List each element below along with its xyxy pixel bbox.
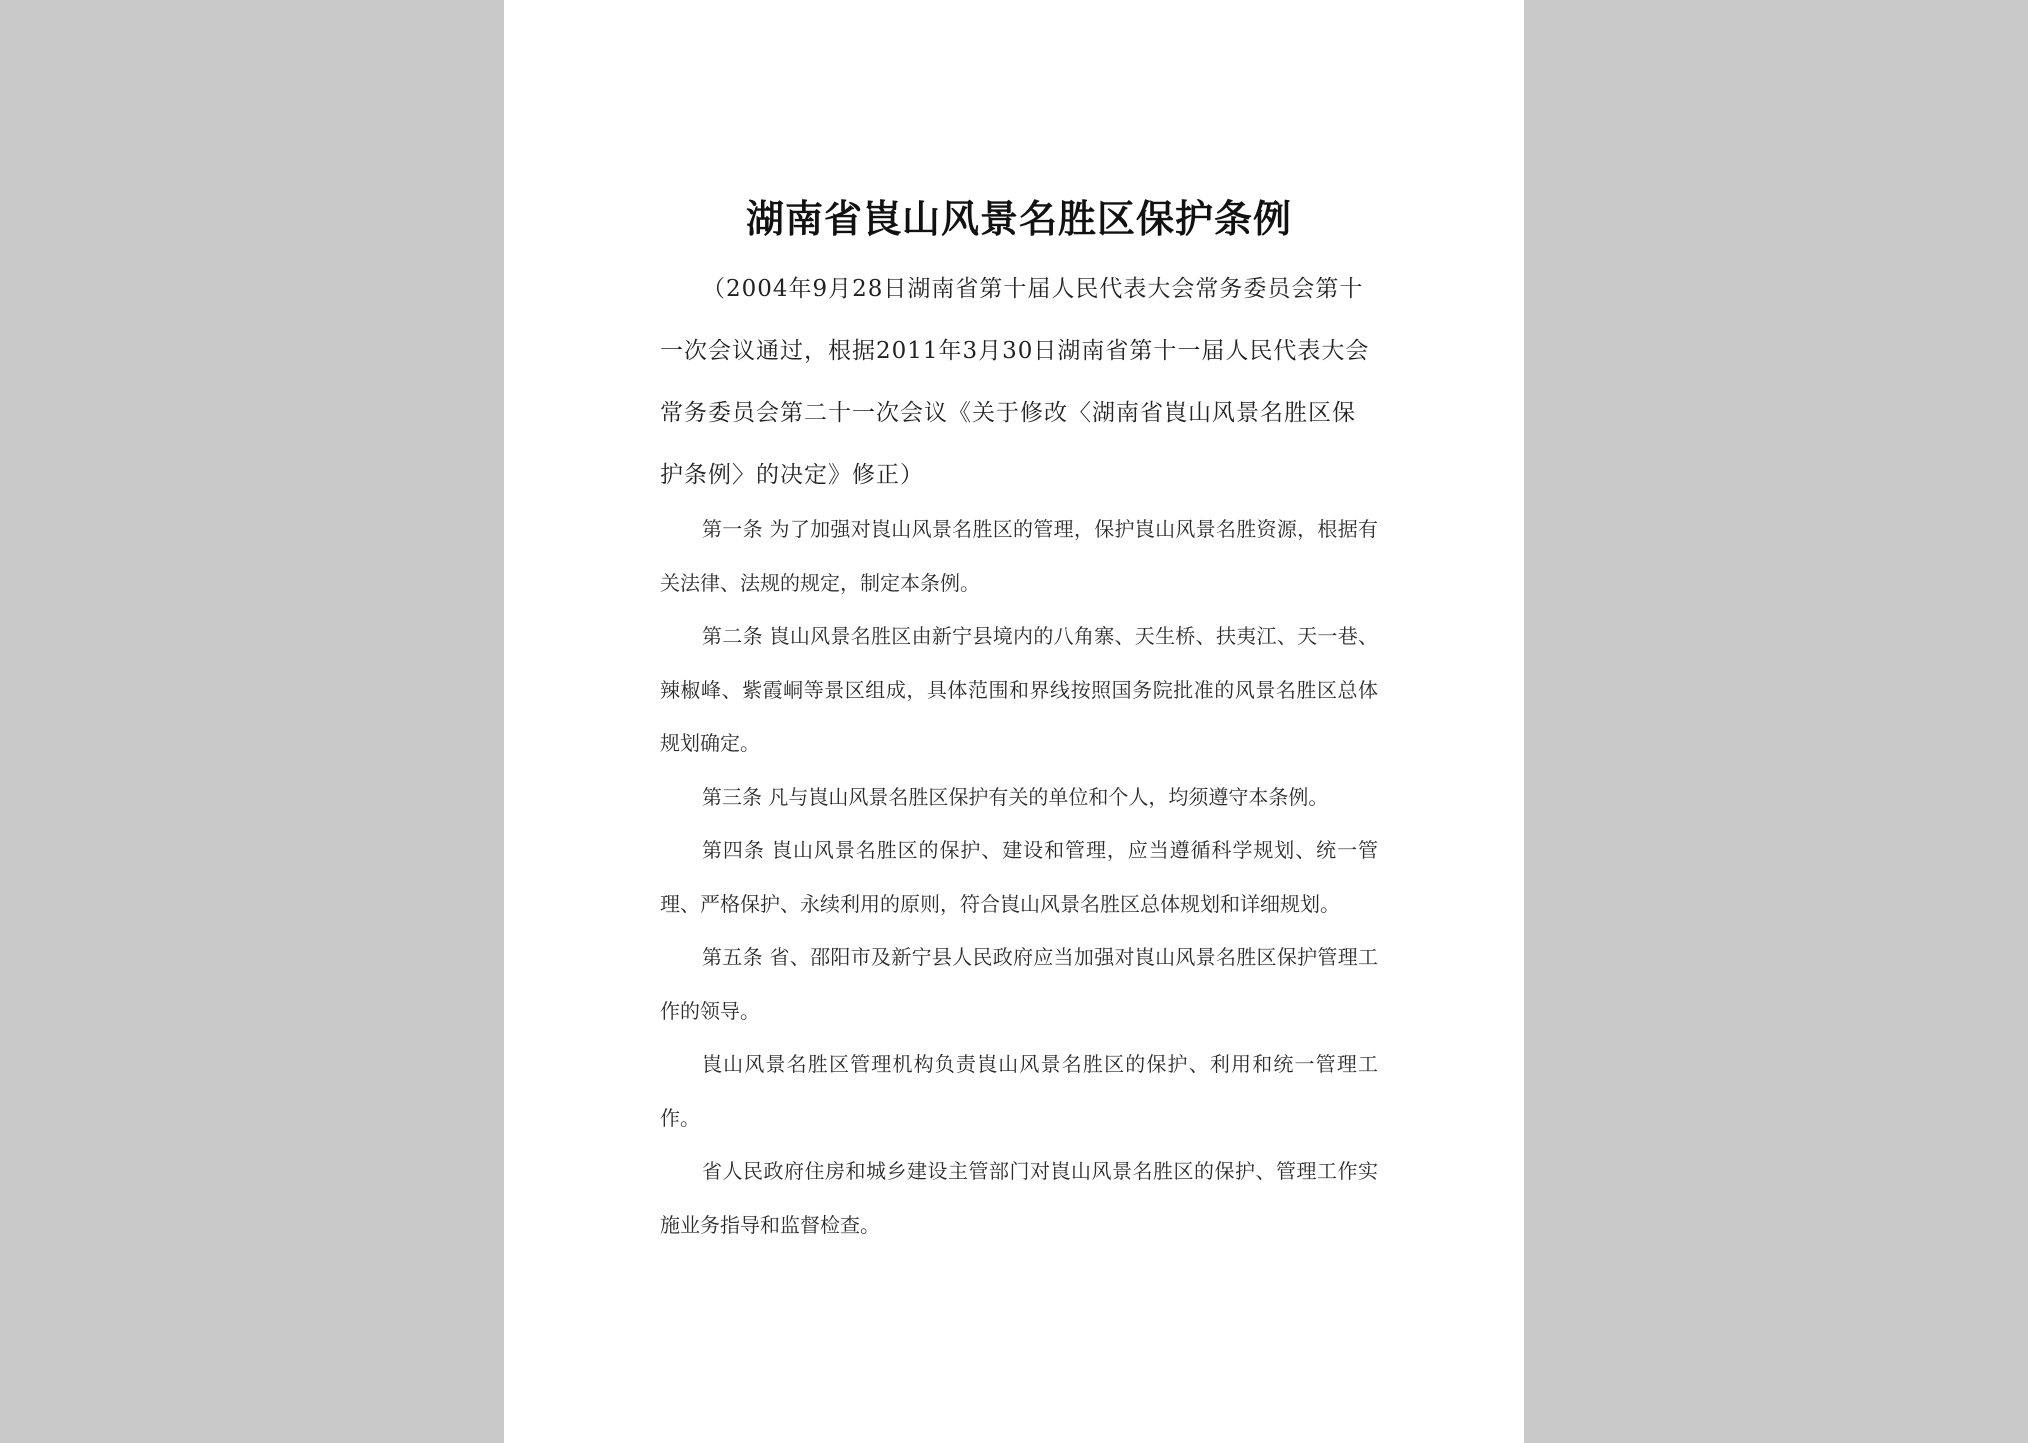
articles-body (660, 503, 1378, 1252)
article-2: 第二条 崀山风景名胜区由新宁县境内的八角寨、天生桥、扶夷江、天一巷、辣椒峰、紫霞峒等景区组成，具体范围和界线按照国务院批准的风景名胜区总体规划确定。 (660, 624, 1378, 755)
article-3: 第三条 凡与崀山风景名胜区保护有关的单位和个人，均须遵守本条例。 (702, 784, 1329, 809)
article-4: 第四条 崀山风景名胜区的保护、建设和管理，应当遵循科学规划、统一管理、严格保护、永续利用的原则，符合崀山风景名胜区总体规划和详细规划。 (660, 838, 1378, 916)
enactment-note: （2004年9月28日湖南省第十届人民代表大会常务委员会第十一次会议通过，根据2011年3月30日湖南省第十一届人民代表大会常务委员会第二十一次会议《关于修改〈湖南省崀山风景名胜区保护条例〉的决定》修正） (660, 276, 1370, 488)
article-5: 第五条 省、邵阳市及新宁县人民政府应当加强对崀山风景名胜区保护管理工作的领导。 (660, 945, 1378, 1023)
article-5-paragraph-2: 崀山风景名胜区管理机构负责崀山风景名胜区的保护、利用和统一管理工作。 (660, 1052, 1378, 1130)
article-5-paragraph-3: 省人民政府住房和城乡建设主管部门对崀山风景名胜区的保护、管理工作实施业务指导和监督检查。 (660, 1159, 1378, 1237)
document-title: 湖南省崀山风景名胜区保护条例 (745, 196, 1292, 241)
article-1: 第一条 为了加强对崀山风景名胜区的管理，保护崀山风景名胜资源，根据有关法律、法规的规定，制定本条例。 (660, 517, 1378, 595)
document-page (504, 0, 1524, 1443)
